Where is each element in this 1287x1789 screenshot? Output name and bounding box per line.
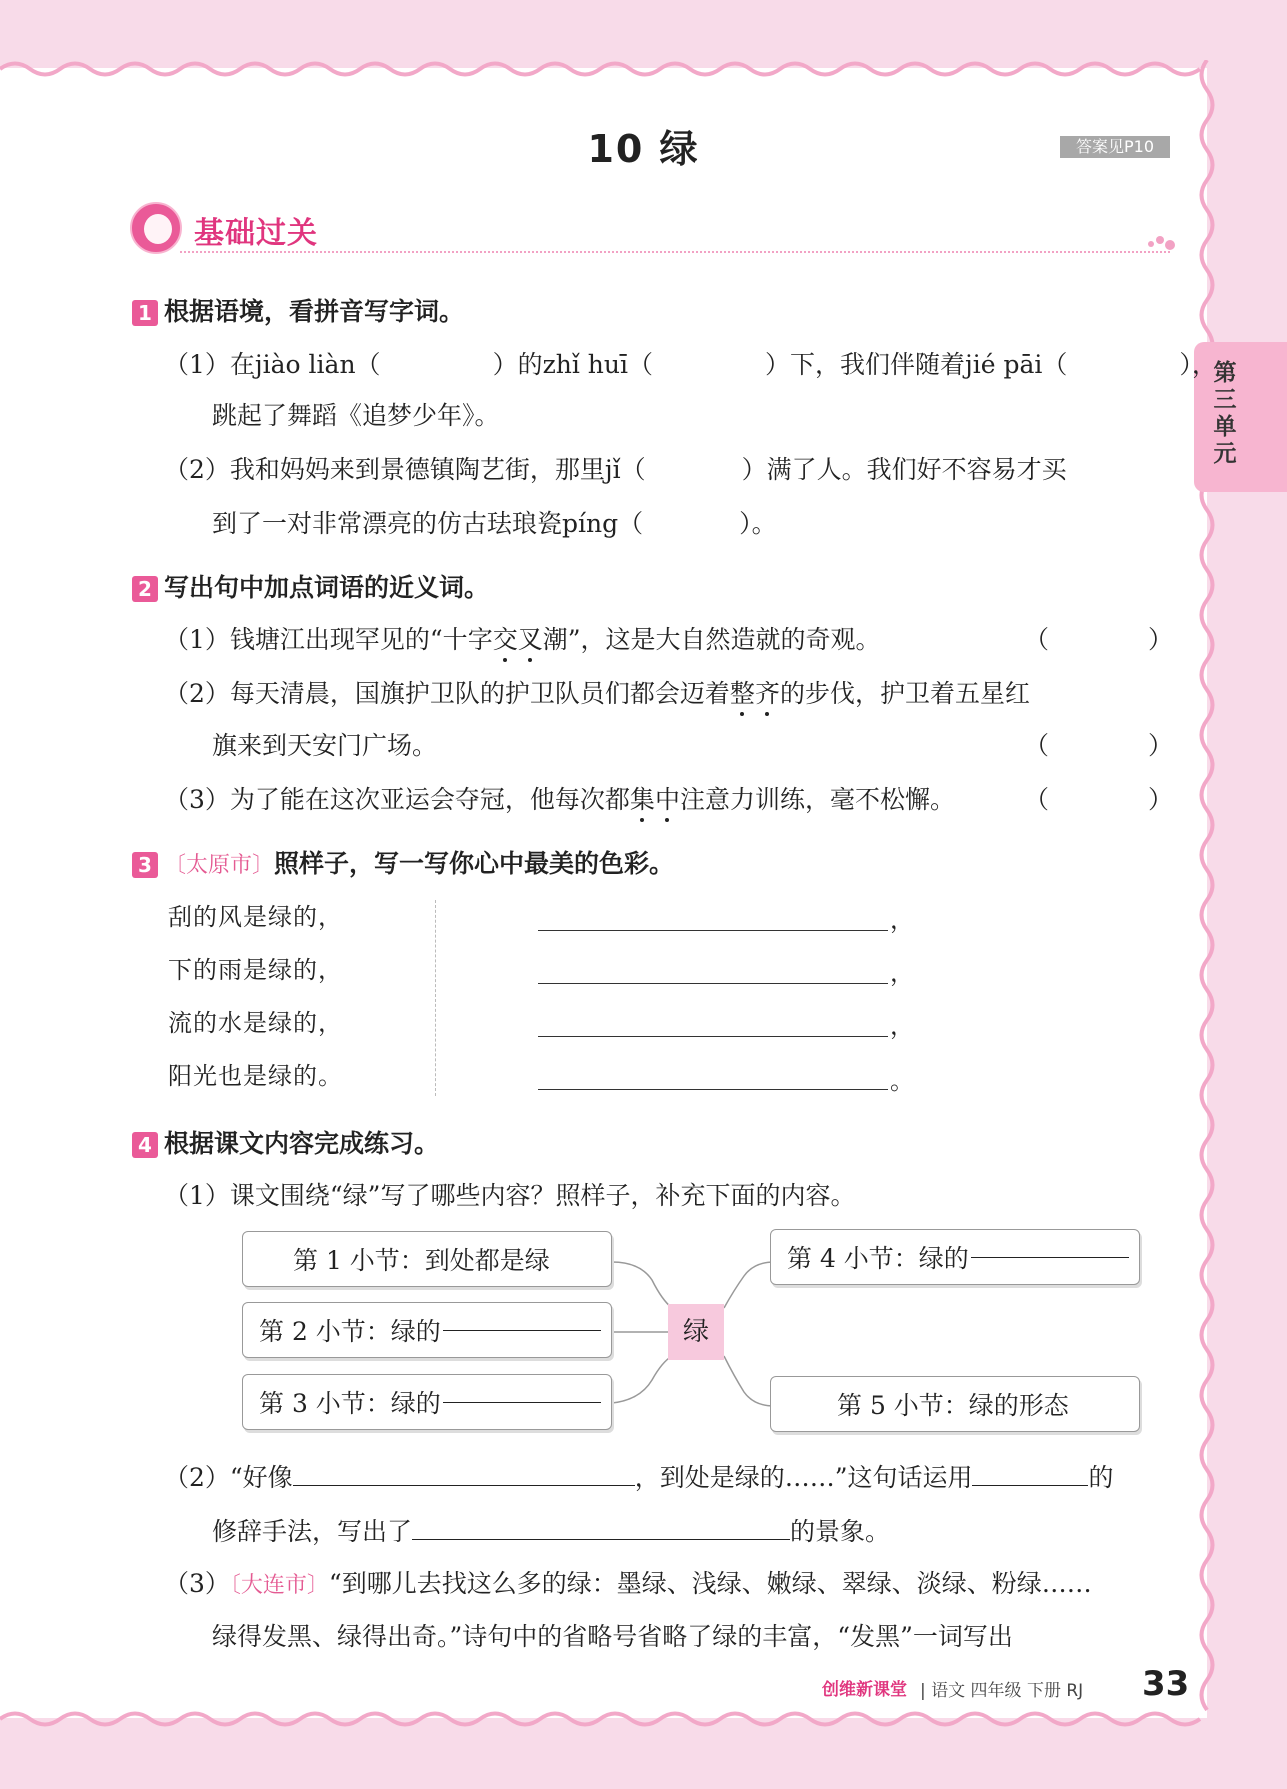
q1-line-1 — [164, 345, 1217, 381]
q4-text: 修辞手法，写出了 — [212, 1517, 413, 1546]
mindmap-box-1 — [242, 1231, 612, 1287]
mindmap-box-3 — [242, 1374, 612, 1430]
dotted-char: 叉 — [517, 625, 543, 654]
poem-line-1: 刮的风是绿的， — [168, 903, 343, 931]
question-1-prompt: 根据语境，看拼音写字词。 — [164, 297, 465, 326]
q4-part-2-blank-2[interactable] — [972, 1485, 1088, 1486]
poem-answer-line-1[interactable] — [538, 930, 888, 931]
poem-answer-line-2[interactable] — [538, 983, 888, 984]
mindmap-box-2 — [242, 1302, 612, 1358]
mindmap-box-3-blank[interactable] — [443, 1402, 601, 1403]
q4-part-3-line-1 — [164, 1564, 1092, 1600]
mindmap-box-3-label: 第 3 小节：绿的 — [259, 1389, 441, 1418]
q2-answer-paren-close-2: ） — [1148, 731, 1174, 760]
decorative-dots-icon — [1146, 236, 1176, 252]
q2-answer-paren-close-1: ） — [1148, 625, 1174, 654]
q1-text: ）满了人。我们好不容易才买 — [741, 455, 1067, 484]
poem-answer-punct-1: ， — [890, 906, 915, 934]
q1-text: ）下，我们伴随着jié pāi（ — [764, 350, 1068, 379]
poem-answer-punct-2: ， — [890, 959, 915, 987]
q2-sentence-1 — [164, 620, 881, 656]
q4-part-1-prompt: （1）课文围绕“绿”写了哪些内容？照样子，补充下面的内容。 — [164, 1181, 856, 1210]
wavy-border-right — [1196, 60, 1218, 1720]
question-1-number: 1 — [132, 300, 158, 326]
dotted-char: 交 — [492, 625, 518, 654]
mindmap-box-1-label: 第 1 小节：到处都是绿 — [293, 1246, 550, 1275]
q1-text: ）的zhǐ huī（ — [492, 350, 653, 379]
question-3-prompt: 照样子，写一写你心中最美的色彩。 — [274, 849, 675, 878]
q2-text: （3）为了能在这次亚运会夺冠，他每次都 — [164, 785, 630, 814]
mindmap-box-4-label: 第 4 小节：绿的 — [787, 1244, 969, 1273]
q4-part-2-blank-1[interactable] — [293, 1485, 635, 1486]
footer-meta: | 语文 四年级 下册 RJ — [920, 1681, 1084, 1701]
page-title: 10 绿 — [587, 127, 700, 171]
wavy-border-bottom — [0, 1708, 1210, 1730]
poem-divider — [435, 900, 436, 1096]
q2-text: 注意力训练，毫不松懈。 — [679, 785, 955, 814]
page-number: 33 — [1142, 1664, 1190, 1704]
q2-sentence-2-cont: 旗来到天安门广场。 — [212, 731, 438, 760]
q1-line-3 — [164, 450, 1067, 486]
dotted-char: 整 — [729, 679, 755, 708]
q2-sentence-2 — [164, 674, 1030, 710]
q1-text: （1）在jiào liàn（ — [164, 350, 381, 379]
q4-text: （2）“好像 — [164, 1463, 293, 1492]
footer-brand: 创维新课堂 — [822, 1680, 907, 1700]
mascot-avatar-icon — [130, 202, 182, 254]
dotted-char: 齐 — [754, 679, 780, 708]
q4-part-2-line-2 — [212, 1512, 890, 1548]
question-1-heading — [132, 292, 464, 328]
poem-line-2: 下的雨是绿的， — [168, 956, 343, 984]
mindmap-box-4 — [770, 1229, 1140, 1285]
q1-text: （2）我和妈妈来到景德镇陶艺街，那里jǐ（ — [164, 455, 646, 484]
q1-text: ）。 — [739, 509, 777, 538]
section-title: 基础过关 — [194, 216, 318, 251]
dotted-char: 中 — [654, 785, 680, 814]
mindmap-box-5 — [770, 1376, 1140, 1432]
mindmap-box-5-label: 第 5 小节：绿的形态 — [837, 1391, 1069, 1420]
mindmap-center-node: 绿 — [668, 1304, 724, 1360]
q2-answer-paren-open-2[interactable]: （ — [1024, 731, 1050, 760]
q1-text: 到了一对非常漂亮的仿古珐琅瓷píng（ — [212, 509, 644, 538]
question-2-heading — [132, 568, 489, 604]
q4-part-3-source-tag: 〔大连市〕 — [229, 1573, 329, 1598]
question-4-prompt: 根据课文内容完成练习。 — [164, 1129, 440, 1158]
q2-text: （2）每天清晨，国旗护卫队的护卫队员们都会迈着 — [164, 679, 730, 708]
poem-line-3: 流的水是绿的， — [168, 1009, 343, 1037]
poem-answer-punct-3: ， — [890, 1012, 915, 1040]
q4-text: （3） — [164, 1569, 230, 1598]
q2-text: （1）钱塘江出现罕见的“十字 — [164, 625, 493, 654]
poem-answer-punct-4: 。 — [890, 1067, 915, 1095]
dotted-char: 集 — [629, 785, 655, 814]
question-3-source-tag: 〔太原市〕 — [164, 853, 275, 878]
poem-answer-line-3[interactable] — [538, 1036, 888, 1037]
q2-answer-paren-open-1[interactable]: （ — [1024, 625, 1050, 654]
answer-reference-badge: 答案见P10 — [1060, 136, 1170, 158]
q4-part-2-line-1 — [164, 1458, 1114, 1494]
question-3-heading — [132, 844, 674, 880]
mindmap-box-2-blank[interactable] — [443, 1330, 601, 1331]
question-2-number: 2 — [132, 576, 158, 602]
q4-part-2-blank-3[interactable] — [412, 1539, 790, 1540]
question-4-number: 4 — [132, 1132, 158, 1158]
q4-text: “到哪儿去找这么多的绿：墨绿、浅绿、嫩绿、翠绿、淡绿、粉绿…… — [328, 1569, 1092, 1598]
q1-text: ）， — [1179, 350, 1217, 379]
question-4-heading — [132, 1124, 439, 1160]
q4-text: ，到处是绿的……”这句话运用 — [634, 1463, 973, 1492]
q2-text: 的步伐，护卫着五星红 — [779, 679, 1030, 708]
wavy-border-top — [0, 58, 1210, 80]
question-3-number: 3 — [132, 852, 158, 878]
q2-answer-paren-open-3[interactable]: （ — [1024, 785, 1050, 814]
poem-answer-line-4[interactable] — [538, 1089, 888, 1090]
question-2-prompt: 写出句中加点词语的近义词。 — [164, 573, 490, 602]
q1-line-4 — [212, 504, 777, 540]
q2-sentence-3 — [164, 780, 955, 816]
q4-part-3-line-2: 绿得发黑、绿得出奇。”诗句中的省略号省略了绿的丰富，“发黑”一词写出 — [212, 1622, 1013, 1651]
unit-side-tab-label: 第三单元 — [1213, 360, 1237, 467]
q4-text: 的景象。 — [790, 1517, 891, 1546]
q2-answer-paren-close-3: ） — [1148, 785, 1174, 814]
q1-line-2: 跳起了舞蹈《追梦少年》。 — [212, 401, 500, 430]
mindmap-box-2-label: 第 2 小节：绿的 — [259, 1317, 441, 1346]
poem-line-4: 阳光也是绿的。 — [168, 1062, 343, 1090]
q2-text: 潮”，这是大自然造就的奇观。 — [542, 625, 881, 654]
section-divider — [180, 251, 1170, 253]
mindmap-box-4-blank[interactable] — [971, 1257, 1129, 1258]
q4-text: 的 — [1088, 1463, 1114, 1492]
